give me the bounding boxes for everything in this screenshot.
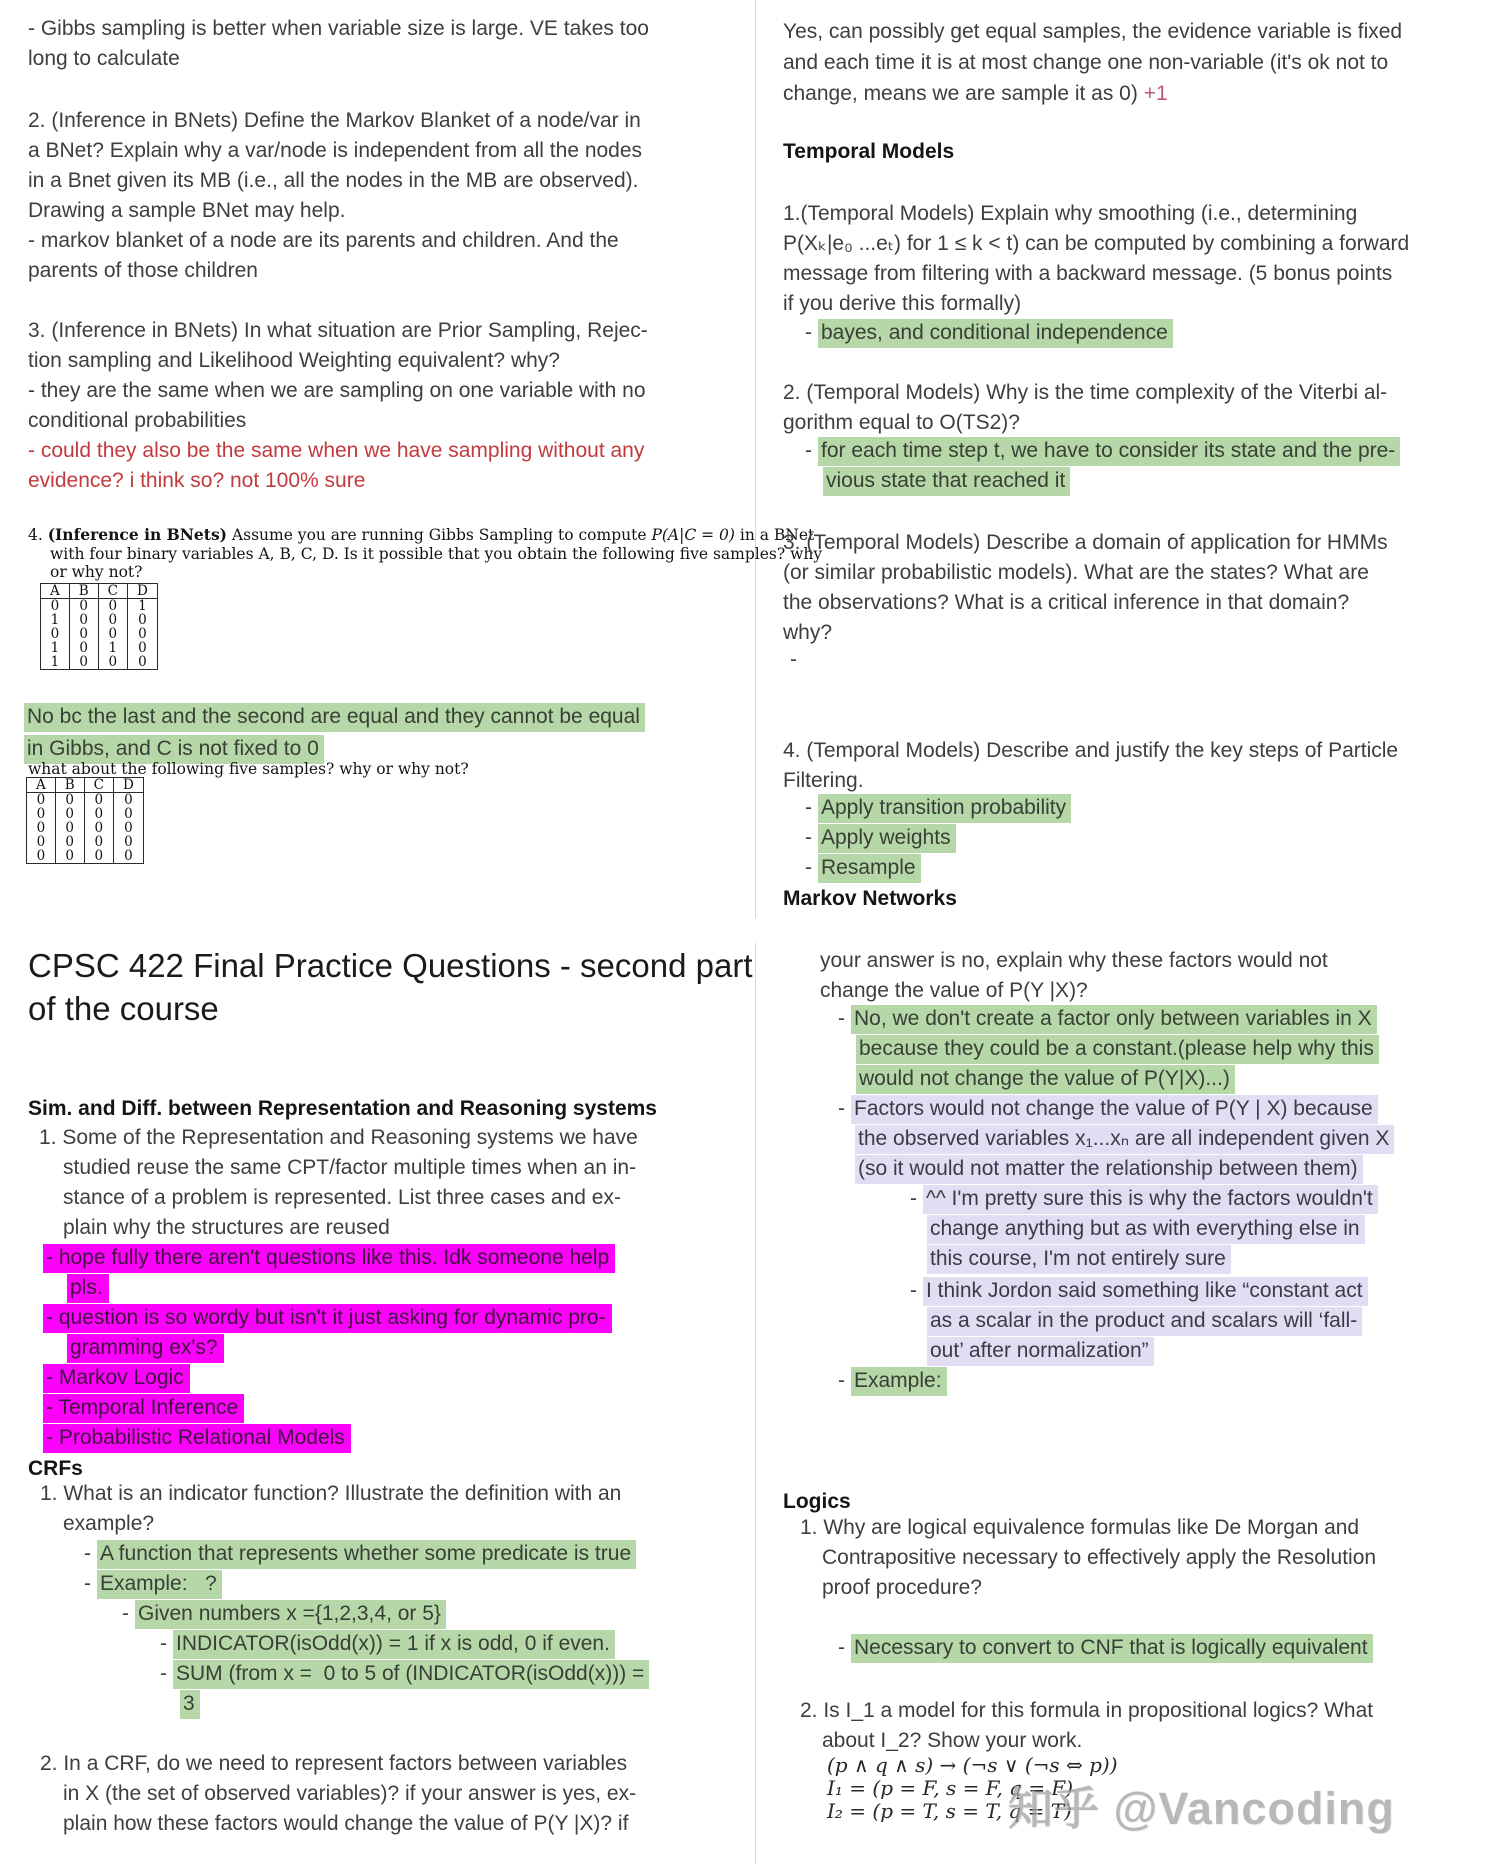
answer-jordon-purple [783,1276,1368,1366]
text-line [84,1539,649,1569]
magenta-notes-block [28,1243,615,1453]
text-line: example? [63,1512,155,1535]
text-line: plain why the structures are reused [63,1216,390,1239]
column-divider-top [755,0,756,918]
text-line [43,1393,615,1423]
bullet-dash: - [910,1187,917,1210]
question-2-inference [28,106,642,286]
text-line: (or similar probabilistic models). What are the states? What are [783,561,1369,584]
highlight-magenta: - Markov Logic [43,1364,190,1393]
text-line: 1. What is an indicator function? Illustrate the definition with an [40,1482,622,1505]
text-line: evidence? i think so? not 100% sure [28,469,366,492]
text-line: studied reuse the same CPT/factor multiple times when an in- [63,1156,637,1179]
highlight-purple: this course, I'm not entirely sure [927,1245,1231,1274]
question-3-inference [28,316,648,436]
text-line: 3. (Temporal Models) Describe a domain of application for HMMs [783,531,1388,554]
highlight-purple: out’ after normalization” [927,1337,1154,1366]
math-line: (p ∧ q ∧ s) → (¬s ∨ (¬s ⇔ p)) [827,1753,1118,1777]
highlight-magenta: pls. [67,1274,109,1303]
text-line [927,1306,1368,1336]
text-line: 2. In a CRF, do we need to represent factors between variables [40,1752,628,1775]
bullet-dash: - [838,1007,845,1030]
highlight-green: Resample [818,854,921,883]
samples-table-2: A B C D 0 0 0 0 0 0 0 0 0 0 0 0 0 0 0 0 0 0 0 0 [26,777,144,864]
text-line: 2. (Inference in BNets) Define the Markov Blanket of a node/var in [28,109,641,132]
column-divider-bottom [755,943,756,1864]
temporal-a2-green [783,436,1400,496]
text-line: - they are the same when we are sampling on one variable with no [28,379,646,402]
text-line [805,793,1071,823]
logics-a1-green [783,1633,1373,1663]
text-line: gorithm equal to O(TS2)? [783,411,1020,434]
text-line [805,436,1400,466]
highlight-green: vious state that reached it [823,467,1070,496]
highlight-purple: ^^ I'm pretty sure this is why the factors wouldn't [923,1185,1378,1214]
highlight-purple: as a scalar in the product and scalars will ‘fall- [927,1307,1362,1336]
text-line: proof procedure? [822,1576,982,1599]
item-number: 4. [28,526,48,544]
text-line [43,1243,615,1273]
heading-line: Sim. and Diff. between Representation and Reasoning systems [28,1097,657,1120]
crf-q2-continuation [783,946,1328,1006]
crf-green-answers [28,1539,649,1719]
question-4-inference-serif [28,526,822,582]
logics-q1 [783,1513,1376,1603]
text-line [67,1333,615,1363]
temporal-q1 [783,199,1409,319]
text-line: change the value of P(Y |X)? [820,979,1088,1002]
text-line: plain how these factors would change the value of P(Y |X)? if [63,1812,629,1835]
text-segment: Assume you are running Gibbs Sampling to compute [227,526,652,544]
text-line: parents of those children [28,259,258,282]
temporal-q3 [783,528,1388,648]
highlight-green: for each time step t, we have to consider its state and the pre- [818,437,1400,466]
document-title [28,944,753,1030]
red-comment [28,436,644,496]
repr-reasoning-q1 [28,1123,638,1243]
text-line [838,1366,947,1396]
highlight-magenta: - Temporal Inference [43,1394,244,1423]
text-line: Contrapositive necessary to effectively apply the Resolution [822,1546,1377,1569]
highlight-green: INDICATOR(isOdd(x)) = 1 if x is odd, 0 if even. [173,1630,615,1659]
text-line: Yes, can possibly get equal samples, the evidence variable is fixed [783,20,1403,43]
text-line [43,1303,615,1333]
what-about-line [28,760,469,779]
text-line [28,526,822,545]
answer-factors-purple [783,1094,1394,1184]
heading-markov-networks [783,884,957,914]
text-line: 1. Why are logical equivalence formulas like De Morgan and [800,1516,1360,1539]
gibbs-note-paragraph [28,14,649,74]
text-line [855,1154,1394,1184]
logics-q2 [783,1696,1373,1756]
bullet-dash: - [805,439,812,462]
text-line: 1. Some of the Representation and Reasoning systems we have [39,1126,638,1149]
text-line: 2. Is I_1 a model for this formula in propositional logics? What [800,1699,1374,1722]
text-line: the observations? What is a critical inference in that domain? [783,591,1350,614]
highlight-purple: the observed variables x₁...xₙ are all independent given X [855,1125,1394,1154]
text-line [823,466,1400,496]
text-line: - Gibbs sampling is better when variable size is large. VE takes too [28,17,649,40]
math-line: I₁ = (p = F, s = F, q = F) [827,1776,1074,1800]
highlight-green: Given numbers x ={1,2,3,4, or 5} [135,1600,446,1629]
text-line: 1.(Temporal Models) Explain why smoothing (i.e., determining [783,202,1358,225]
answer-no-green [783,1004,1379,1094]
text-line [838,1004,1379,1034]
text-line [783,78,1402,109]
text-line [805,318,1173,348]
highlight-green: would not change the value of P(Y|X)...) [856,1065,1235,1094]
text-line: with four binary variables A, B, C, D. Is it possible that you obtain the following five samples? why [50,544,823,563]
highlight-green: Example: [851,1367,947,1396]
text-line: long to calculate [28,47,180,70]
highlight-green: A function that represents whether some predicate is true [97,1540,636,1569]
text-line [927,1336,1368,1366]
text-line: P(Xₖ|e₀ ...eₜ) for 1 ≤ k < t) can be computed by combining a forward [783,232,1410,255]
math-line: I₂ = (p = T, s = T, q = T) [827,1799,1072,1823]
title-line: of the course [28,990,219,1027]
text-line: why? [783,621,833,644]
highlight-green: Apply transition probability [818,794,1071,823]
highlight-green: No, we don't create a factor only between variables in X [851,1005,1377,1034]
text-segment: change, means we are sample it as 0) [783,82,1144,105]
suggestion-plus-one: +1 [1143,82,1168,105]
text-line: about I_2? Show your work. [822,1729,1083,1752]
highlight-green: Necessary to convert to CNF that is logically equivalent [851,1634,1373,1663]
text-line [180,1689,649,1719]
text-line: Drawing a sample BNet may help. [28,199,346,222]
bold-label: (Inference in BNets) [47,525,227,544]
temporal-q2 [783,378,1387,438]
bullet-dash: - [84,1542,91,1565]
text-line [43,1363,615,1393]
empty-answer-dash [783,645,797,675]
text-line [160,1659,649,1689]
text-line [84,1569,649,1599]
text-line: stance of a problem is represented. List three cases and ex- [63,1186,621,1209]
heading-line: Logics [783,1490,851,1513]
text-line: - [790,648,797,671]
text-line: - markov blanket of a node are its parents and children. And the [28,229,619,252]
bullet-dash: - [910,1279,917,1302]
text-segment: in a BNet [734,526,815,544]
text-line: if you derive this formally) [783,292,1022,315]
text-line [805,823,1071,853]
temporal-q4 [783,736,1398,796]
text-line: 3. (Inference in BNets) In what situation are Prior Sampling, Rejec- [28,319,648,342]
math-expression: P(A|C = 0) [651,526,735,544]
heading-line: Temporal Models [783,140,955,163]
watermark-zhihu-vancoding: 知乎 @Vancoding [1008,1783,1395,1834]
text-line [910,1276,1368,1306]
highlight-magenta: - hope fully there aren't questions like this. Idk someone help [43,1244,615,1273]
text-line [856,1034,1379,1064]
text-line: message from filtering with a backward message. (5 bonus points [783,262,1393,285]
text-line: 4. (Temporal Models) Describe and justify the key steps of Particle [783,739,1399,762]
highlight-purple: (so it would not matter the relationship between them) [855,1155,1363,1184]
heading-sim-diff [28,1094,657,1124]
highlight-green: bayes, and conditional independence [818,319,1173,348]
samples-table-1: A B C D 0 0 0 1 1 0 0 0 0 0 0 0 1 0 1 0 1 0 0 0 [40,583,158,670]
text-line [805,853,1071,883]
highlight-green: because they could be a constant.(please help why this [856,1035,1379,1064]
highlight-magenta: gramming ex's? [67,1334,224,1363]
crf-q1 [28,1479,621,1539]
example-green [783,1366,947,1396]
text-line: what about the following five samples? why or why not? [28,760,469,778]
bullet-dash: - [838,1369,845,1392]
temporal-a4-green [783,793,1071,883]
text-line: tion sampling and Likelihood Weighting equivalent? why? [28,349,560,372]
temporal-a1-green [783,318,1173,348]
highlight-green: SUM (from x = 0 to 5 of (INDICATOR(isOdd(x))) = [173,1660,649,1689]
text-line: your answer is no, explain why these factors would not [820,949,1328,972]
text-line: in a Bnet given its MB (i.e., all the nodes in the MB are observed). [28,169,639,192]
highlight-green: Apply weights [818,824,956,853]
bullet-dash: - [805,321,812,344]
text-line: a BNet? Explain why a var/node is independent from all the nodes [28,139,643,162]
bullet-dash: - [160,1662,167,1685]
yes-answer-paragraph [783,16,1402,109]
text-line [927,1214,1378,1244]
text-line: Filtering. [783,769,864,792]
bullet-dash: - [84,1572,91,1595]
title-line: CPSC 422 Final Practice Questions - second part [28,947,753,984]
highlight-green: 3 [180,1690,200,1719]
highlight-magenta: - Probabilistic Relational Models [43,1424,351,1453]
text-line [910,1184,1378,1214]
heading-temporal-models [783,137,954,167]
text-line: and each time it is at most change one non-variable (it's ok not to [783,51,1389,74]
highlight-magenta: - question is so wordy but isn't it just asking for dynamic pro- [43,1304,612,1333]
bullet-dash: - [805,796,812,819]
text-line [160,1629,649,1659]
answer-pretty-sure-purple [783,1184,1378,1274]
answer-green-block [24,701,645,765]
heading-line: CRFs [28,1457,83,1480]
text-line: or why not? [50,563,143,581]
highlight-purple: Factors would not change the value of P(Y | X) because [851,1095,1378,1124]
highlight-green: No bc the last and the second are equal and they cannot be equal [24,703,645,732]
text-line [855,1124,1394,1154]
text-line: 2. (Temporal Models) Why is the time complexity of the Viterbi al- [783,381,1388,404]
text-line [24,701,645,733]
text-line [43,1423,615,1453]
bullet-dash: - [122,1602,129,1625]
bullet-dash: - [838,1097,845,1120]
text-line [856,1064,1379,1094]
text-line: conditional probabilities [28,409,247,432]
text-line [67,1273,615,1303]
text-line: in X (the set of observed variables)? if your answer is yes, ex- [63,1782,637,1805]
bullet-dash: - [838,1636,845,1659]
bullet-dash: - [805,826,812,849]
heading-line: Markov Networks [783,887,957,910]
highlight-purple: change anything but as with everything else in [927,1215,1365,1244]
text-line: - could they also be the same when we have sampling without any [28,439,645,462]
text-line [122,1599,649,1629]
text-line [838,1633,1373,1663]
text-line [927,1244,1378,1274]
highlight-green: in Gibbs, and C is not fixed to 0 [24,735,324,764]
crf-q2 [28,1749,636,1839]
bullet-dash: - [805,856,812,879]
highlight-purple: I think Jordon said something like “constant act [923,1277,1368,1306]
text-line [838,1094,1394,1124]
bullet-dash: - [160,1632,167,1655]
highlight-green: Example: ? [97,1570,222,1599]
